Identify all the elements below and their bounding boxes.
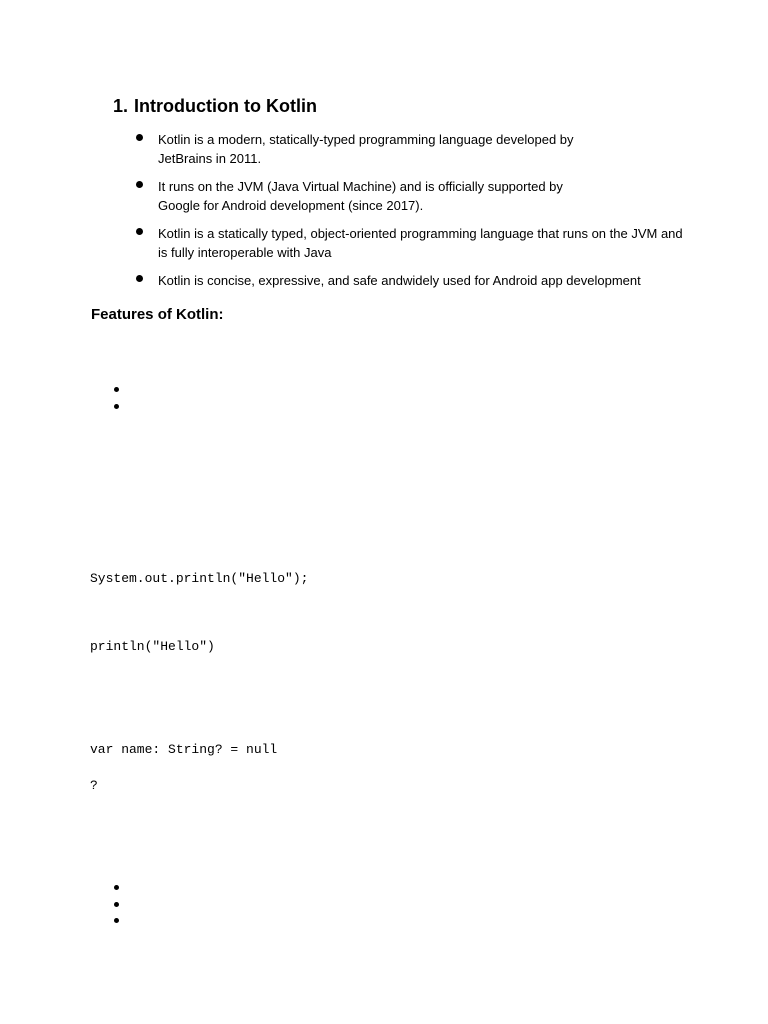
section-title: Introduction to Kotlin — [134, 96, 317, 116]
intro-bullet-3 — [136, 224, 696, 262]
bullet-icon — [136, 228, 143, 235]
empty-bullet-icon — [114, 902, 119, 907]
intro-bullet-4 — [136, 271, 696, 290]
empty-bullet-icon — [114, 387, 119, 392]
empty-bullet-icon — [114, 885, 119, 890]
bullet-line: JetBrains in 2011. — [158, 151, 262, 166]
bullet-line: Kotlin is concise, expressive, and safe andwidely used for Android app development — [158, 273, 641, 288]
kotlin-print-code: println("Hello") — [90, 639, 215, 654]
question-mark-code: ? — [90, 778, 98, 793]
bullet-line: Google for Android development (since 2017). — [158, 198, 424, 213]
bullet-line: It runs on the JVM (Java Virtual Machine) and is officially supported by — [158, 179, 563, 194]
bullet-line: Kotlin is a modern, statically-typed programming language developed by — [158, 132, 574, 147]
intro-bullet-2 — [136, 177, 696, 215]
bullet-icon — [136, 134, 143, 141]
empty-bullet-icon — [114, 404, 119, 409]
bullet-icon — [136, 181, 143, 188]
java-print-code: System.out.println("Hello"); — [90, 571, 309, 586]
section-number: 1. — [113, 96, 129, 116]
features-heading: Features of Kotlin: — [91, 306, 224, 323]
bullet-icon — [136, 275, 143, 282]
bullet-line: Kotlin is a statically typed, object-oriented programming language that runs on the JVM and — [158, 226, 683, 241]
bullet-line: is fully interoperable with Java — [158, 245, 332, 260]
nullable-declaration-code: var name: String? = null — [90, 742, 278, 757]
intro-bullet-1 — [136, 130, 696, 168]
section-heading-introduction — [113, 94, 317, 118]
empty-bullet-icon — [114, 918, 119, 923]
